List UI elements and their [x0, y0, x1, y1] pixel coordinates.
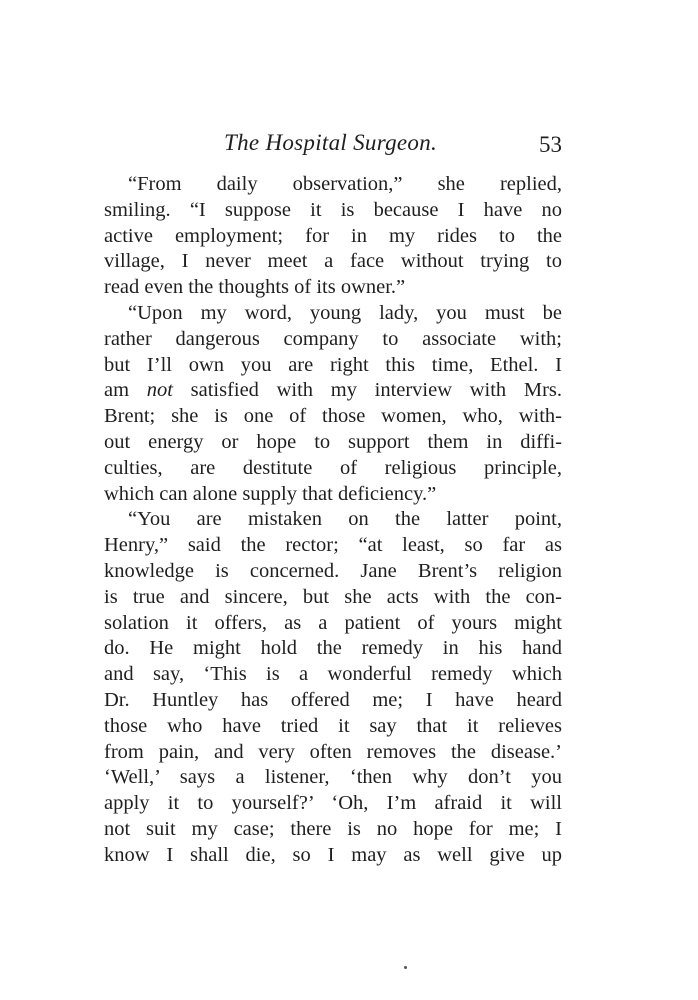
- text-line: out energy or hope to support them in diffi-: [104, 430, 562, 453]
- text-line: read even the thoughts of its owner.”: [104, 276, 406, 299]
- text-line: which can alone supply that deficiency.”: [104, 482, 437, 505]
- text-line: know I shall die, so I may as well give up: [104, 843, 562, 866]
- text-line: those who have tried it say that it relieves: [104, 714, 562, 737]
- body-text: [104, 172, 562, 869]
- text-line: “You are mistaken on the latter point,: [128, 508, 562, 531]
- text-line: not suit my case; there is no hope for me; I: [104, 817, 562, 840]
- running-head: [104, 130, 562, 164]
- text-line: Henry,” said the rector; “at least, so far as: [104, 534, 562, 557]
- text-line: [104, 378, 562, 404]
- text-line: is true and sincere, but she acts with the con-: [104, 585, 562, 608]
- text-line: culties, are destitute of religious principle,: [104, 456, 562, 479]
- text-segment: satisfied with my interview with Mrs.: [172, 379, 562, 402]
- text-line: from pain, and very often removes the disease.’: [104, 740, 562, 763]
- running-title: The Hospital Surgeon.: [224, 130, 438, 155]
- text-line: ‘Well,’ says a listener, ‘then why don’t you: [104, 766, 562, 789]
- text-segment: am: [104, 379, 147, 402]
- text-line: do. He might hold the remedy in his hand: [104, 637, 562, 660]
- text-line: and say, ‘This is a wonderful remedy which: [104, 663, 562, 686]
- ink-speck: [404, 966, 407, 969]
- text-line: but I’ll own you are right this time, Ethel. I: [104, 353, 562, 376]
- text-line: smiling. “I suppose it is because I have no: [104, 198, 562, 221]
- text-line: “Upon my word, young lady, you must be: [128, 301, 562, 324]
- emphasized-word: not: [146, 379, 173, 402]
- page-number: 53: [539, 132, 562, 157]
- text-line: solation it offers, as a patient of yours might: [104, 611, 562, 634]
- text-line: “From daily observation,” she replied,: [128, 173, 562, 195]
- text-line: knowledge is concerned. Jane Brent’s religion: [104, 559, 562, 582]
- text-line: rather dangerous company to associate with;: [104, 327, 562, 350]
- text-line: active employment; for in my rides to the: [104, 224, 562, 247]
- text-line: Brent; she is one of those women, who, with-: [104, 405, 562, 428]
- text-line: apply it to yourself?’ ‘Oh, I’m afraid it will: [104, 792, 562, 815]
- text-line: village, I never meet a face without trying to: [104, 250, 562, 273]
- text-line: Dr. Huntley has offered me; I have heard: [104, 688, 562, 711]
